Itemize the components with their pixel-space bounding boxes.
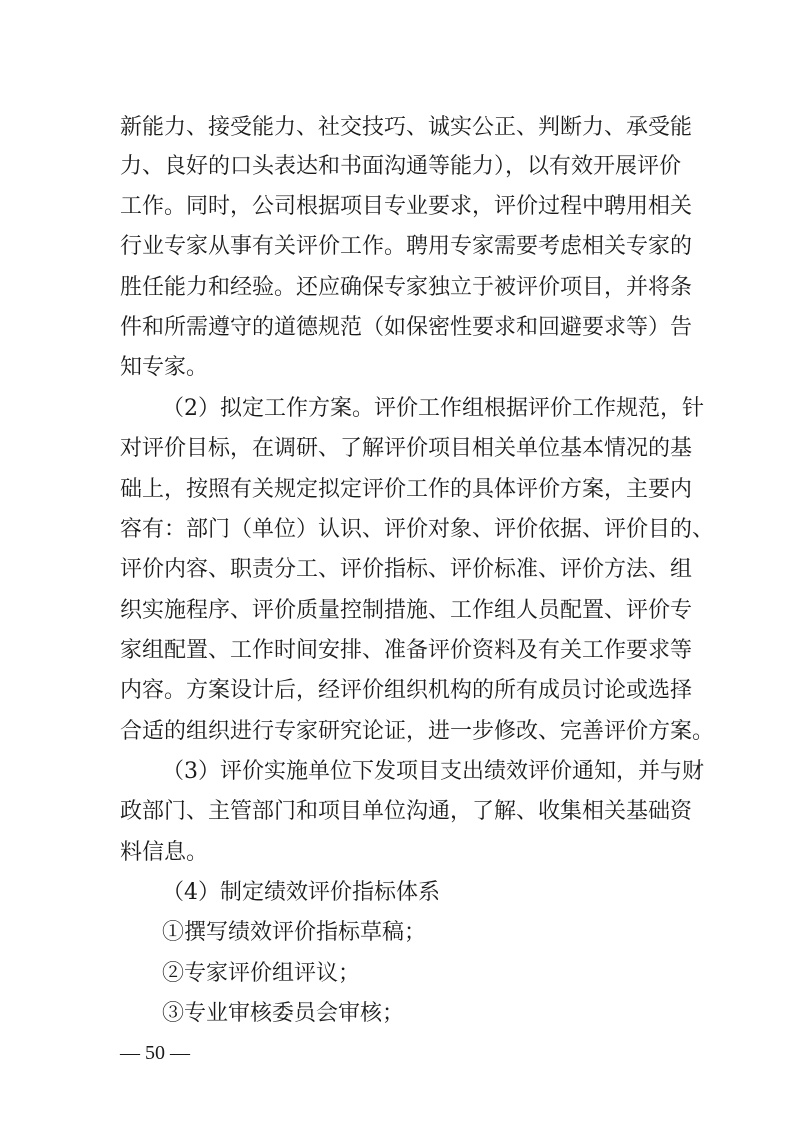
list-item: ①撰写绩效评价指标草稿； [162, 920, 427, 945]
text-line: 政部门、主管部门和项目单位沟通，了解、收集相关基础资 [120, 799, 693, 824]
paragraph-first-line: （3）评价实施单位下发项目支出绩效评价通知，并与财 [162, 759, 704, 784]
text-line: 评价内容、职责分工、评价指标、评价标准、评价方法、组 [120, 557, 693, 582]
text-line: 础上，按照有关规定拟定评价工作的具体评价方案，主要内 [120, 477, 693, 502]
list-item: ③专业审核委员会审核； [162, 1001, 405, 1026]
text-line: 对评价目标，在调研、了解评价项目相关单位基本情况的基 [120, 436, 693, 461]
text-line: 行业专家从事有关评价工作。聘用专家需要考虑相关专家的 [120, 234, 693, 259]
text-line: 料信息。 [120, 840, 209, 865]
text-line: 新能力、接受能力、社交技巧、诚实公正、判断力、承受能 [120, 115, 693, 140]
text-line: 工作。同时，公司根据项目专业要求，评价过程中聘用相关 [120, 194, 693, 219]
text-line: 家组配置、工作时间安排、准备评价资料及有关工作要求等 [120, 638, 693, 663]
paragraph-first-line: （2）拟定工作方案。评价工作组根据评价工作规范，针 [162, 396, 704, 421]
text-line: 知专家。 [120, 355, 209, 380]
text-line: 容有：部门（单位）认识、评价对象、评价依据、评价目的、 [120, 517, 715, 542]
page-number: — 50 — [120, 1042, 190, 1064]
text-line: 胜任能力和经验。还应确保专家独立于被评价项目，并将条 [120, 275, 693, 300]
text-line: 织实施程序、评价质量控制措施、工作组人员配置、评价专 [120, 598, 693, 623]
text-line: 内容。方案设计后，经评价组织机构的所有成员讨论或选择 [120, 678, 693, 703]
text-line: 力、良好的口头表达和书面沟通等能力），以有效开展评价 [120, 154, 682, 179]
text-line: 件和所需遵守的道德规范（如保密性要求和回避要求等）告 [120, 315, 693, 340]
text-line: 合适的组织进行专家研究论证，进一步修改、完善评价方案。 [120, 719, 715, 744]
list-item: ②专家评价组评议； [162, 961, 361, 986]
section-heading: （4）制定绩效评价指标体系 [162, 880, 440, 905]
